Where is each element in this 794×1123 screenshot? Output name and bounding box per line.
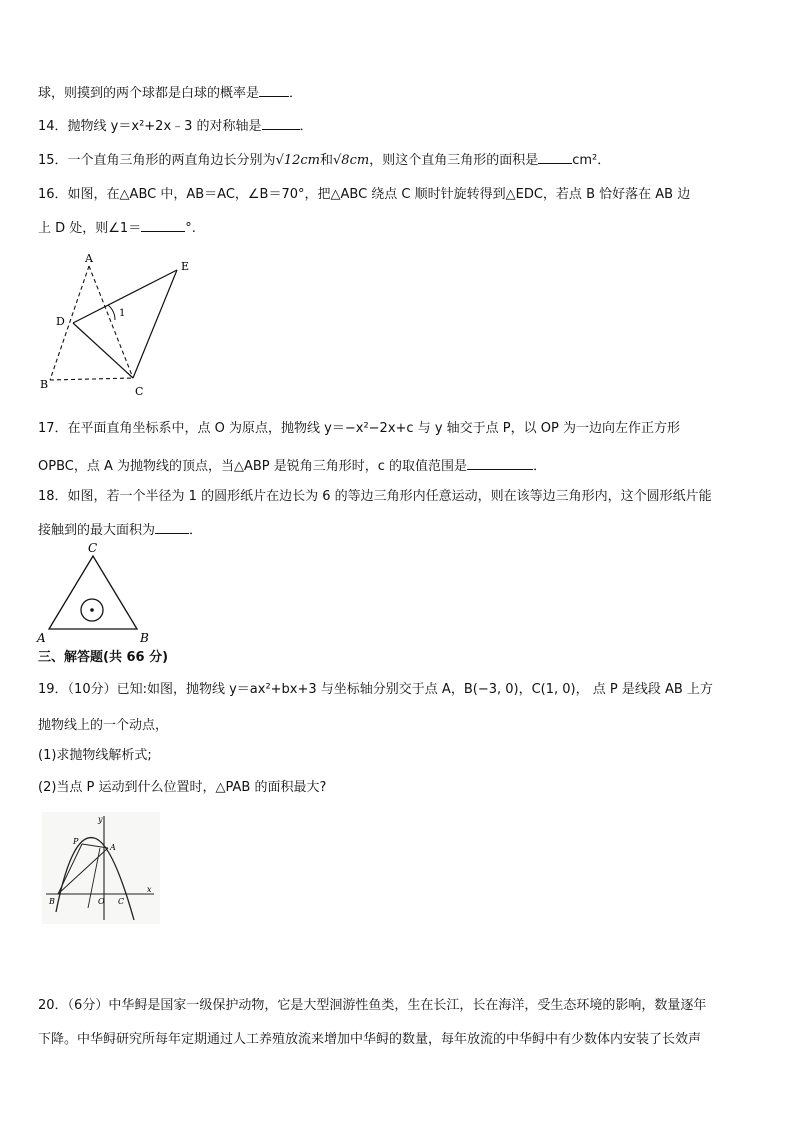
question-18-line1: 18．如图，若一个半径为 1 的圆形纸片在边长为 6 的等边三角形内任意运动，则在该等边三角形内，这个圆形纸片能: [38, 489, 712, 504]
segment-DC: [73, 323, 133, 378]
label-B: B: [49, 897, 55, 906]
label-P: P: [73, 837, 79, 846]
label-B: B: [140, 631, 149, 645]
answer-blank: [141, 217, 185, 232]
label-x: x: [147, 885, 152, 894]
label-C: C: [88, 541, 98, 555]
answer-blank: [155, 519, 189, 534]
segment-EC: [133, 270, 177, 378]
answer-blank: [262, 115, 300, 130]
question-19-part1: (1)求抛物线解析式;: [38, 748, 152, 763]
question-16-line2: 上 D 处，则∠1＝ °.: [38, 217, 196, 239]
section-3-heading: 三、解答题(共 66 分): [38, 650, 169, 665]
label-D: D: [56, 315, 65, 328]
radical-8cm: √8cm: [333, 153, 370, 168]
circle-center: [90, 608, 94, 612]
answer-blank: [259, 82, 289, 97]
label-angle-1: 1: [119, 308, 126, 319]
equilateral-triangle: [49, 556, 137, 629]
question-18-line2: 接触到的最大面积为 ．: [38, 519, 202, 541]
question-19-line2: 抛物线上的一个动点，: [38, 718, 169, 733]
question-17-line2: OPBC，点 A 为抛物线的顶点，当△ABP 是锐角三角形时，c 的取值范围是 ．: [38, 455, 546, 477]
label-B: B: [40, 378, 49, 391]
label-E: E: [181, 260, 190, 273]
question-20-line1: 20．（6分）中华鲟是国家一级保护动物，它是大型洄游性鱼类，生在长江，长在海洋，受生态环境的影响，数量逐年: [38, 998, 707, 1013]
question-19-part2: (2)当点 P 运动到什么位置时，△PAB 的面积最大?: [38, 780, 327, 795]
segment-AC: [89, 266, 133, 378]
q13-tail-line: 球，则摸到的两个球都是白球的概率是 ．: [38, 82, 302, 104]
question-19-line1: 19．（10分）已知:如图，抛物线 y＝ax²+bx+3 与坐标轴分别交于点 A，B(−3, 0)，C(1, 0)， 点 P 是线段 AB 上方: [38, 682, 713, 697]
q16-rotation-figure: [32, 248, 202, 398]
label-C: C: [135, 385, 144, 398]
angle-1-arc: [108, 305, 115, 320]
label-A: A: [37, 631, 46, 645]
label-O: O: [98, 897, 105, 906]
label-y: y: [98, 815, 103, 824]
answer-blank: [467, 455, 533, 470]
q18-triangle-circle-figure: [34, 540, 164, 648]
question-16-line1: 16．如图，在△ABC 中，AB＝AC，∠B＝70°，把△ABC 绕点 C 顺时针旋转得到△EDC，若点 B 恰好落在 AB 边: [38, 187, 691, 202]
question-20-line2: 下降。中华鲟研究所每年定期通过人工养殖放流来增加中华鲟的数量，每年放流的中华鲟中有少数体内安装了长效声: [38, 1032, 702, 1047]
label-A: A: [110, 843, 116, 852]
question-15: 15．一个直角三角形的两直角边长分别为√12cm和√8cm，则这个直角三角形的面积是 cm²．: [38, 149, 610, 171]
label-A: A: [85, 252, 93, 265]
q19-parabola-figure: [42, 812, 160, 924]
photo-background: [42, 812, 160, 924]
question-14: 14．抛物线 y＝x²+2x﹣3 的对称轴是 ．: [38, 115, 313, 137]
question-17-line1: 17．在平面直角坐标系中，点 O 为原点，抛物线 y＝−x²−2x+c 与 y 轴交于点 P，以 OP 为一边向左作正方形: [38, 421, 680, 436]
segment-BC: [50, 378, 133, 380]
label-C: C: [118, 897, 125, 906]
answer-blank: [538, 149, 572, 164]
radical-12cm: √12cm: [275, 153, 320, 168]
